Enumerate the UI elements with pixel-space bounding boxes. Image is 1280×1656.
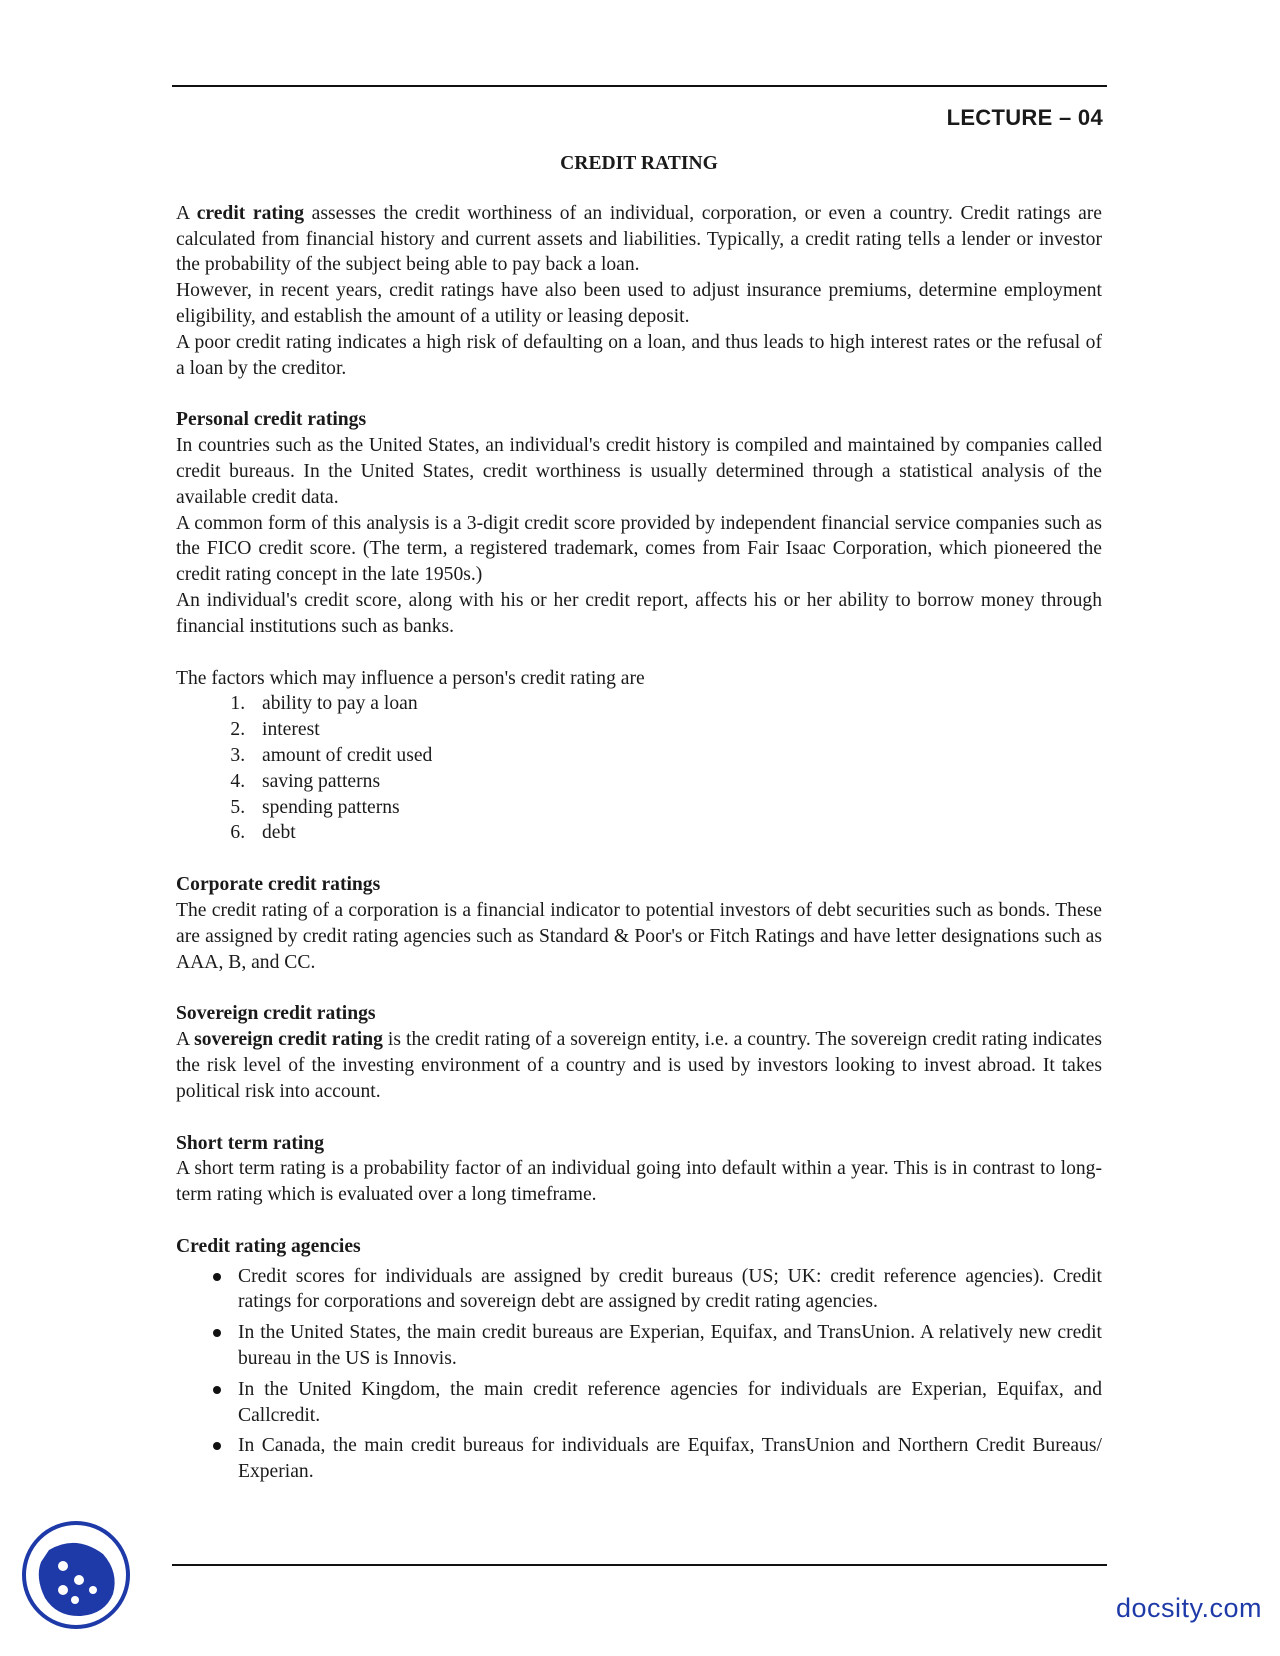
- personal-paragraph-1: In countries such as the United States, an individual's credit history is compiled and maintained by companies called credit bureaus. In the United States, credit worthiness is usually determined through a statistical analysis of the available credit data.: [176, 435, 1102, 508]
- page-title: CREDIT RATING: [560, 153, 718, 174]
- factors-list: [176, 691, 1102, 846]
- intro-paragraph-1: A credit rating assesses the credit worthiness of an individual, corporation, or even a country. Credit ratings are calculated from financial history and current assets and liabilities. Typically, a credit rating tells a lender or investor the probability of the subject being able to pay back a loan.: [176, 202, 1102, 276]
- heading-short-term: Short term rating: [176, 1132, 325, 1154]
- heading-personal: Personal credit ratings: [176, 409, 367, 431]
- docsity-brand-link[interactable]: docsity.com: [1115, 1593, 1262, 1623]
- list-item: 1. ability to pay a loan: [250, 691, 1102, 717]
- agencies-list: [176, 1264, 1102, 1485]
- sovereign-paragraph: A sovereign credit rating is the credit rating of a sovereign entity, i.e. a country. The sovereign credit rating indicates the risk level of the investing environment of a country and is used by investors looking to invest abroad. It takes political risk into account.: [176, 1029, 1103, 1102]
- list-item: In Canada, the main credit bureaus for individuals are Equifax, TransUnion and Northern Credit Bureaus/ Experian.: [238, 1433, 1102, 1485]
- list-item: Credit scores for individuals are assigned by credit bureaus (US; UK: credit reference agencies). Credit ratings for corporations and sovereign debt are assigned by credit rating agencies.: [238, 1264, 1102, 1316]
- personal-paragraph-2: A common form of this analysis is a 3-digit credit score provided by independent financial service companies such as the FICO credit score. (The term, a registered trademark, comes from Fair Isaac Corporation, which pioneered the credit rating concept in the late 1950s.): [176, 512, 1102, 586]
- personal-paragraph-3: An individual's credit score, along with his or her credit report, affects his or her ability to borrow money through financial institutions such as banks.: [176, 589, 1102, 637]
- list-item: 2. interest: [250, 717, 1102, 743]
- bottom-divider: [172, 1564, 1107, 1566]
- list-item: In the United Kingdom, the main credit reference agencies for individuals are Experian, Equifax, and Callcredit.: [238, 1377, 1102, 1429]
- heading-sovereign: Sovereign credit ratings: [176, 1003, 376, 1025]
- list-item: In the United States, the main credit bureaus are Experian, Equifax, and TransUnion. A relatively new credit bureau in the US is Innovis.: [238, 1320, 1102, 1372]
- list-item: 6. debt: [250, 820, 1102, 846]
- list-item: 5. spending patterns: [250, 795, 1102, 821]
- list-item: 4. saving patterns: [250, 769, 1102, 795]
- document-body: [176, 151, 1102, 1490]
- heading-agencies: Credit rating agencies: [176, 1235, 361, 1257]
- short-term-paragraph: A short term rating is a probability factor of an individual going into default within a year. This is in contrast to long-term rating which is evaluated over a long timeframe.: [176, 1158, 1102, 1206]
- list-item: 3. amount of credit used: [250, 743, 1102, 769]
- term-credit-rating: credit rating: [196, 202, 305, 224]
- lecture-number: LECTURE – 04: [946, 105, 1103, 130]
- factors-intro: The factors which may influence a person's credit rating are: [176, 667, 645, 689]
- top-divider: [172, 85, 1107, 87]
- corporate-paragraph: The credit rating of a corporation is a financial indicator to potential investors of debt securities such as bonds. These are assigned by credit rating agencies such as Standard & Poor's or Fitch Ratings and have letter designations such as AAA, B, and CC.: [176, 899, 1102, 973]
- term-sovereign-credit-rating: sovereign credit rating: [194, 1029, 383, 1051]
- heading-corporate: Corporate credit ratings: [176, 874, 381, 896]
- intro-paragraph-3: A poor credit rating indicates a high risk of defaulting on a loan, and thus leads to high interest rates or the refusal of a loan by the creditor.: [176, 331, 1102, 379]
- intro-paragraph-2: However, in recent years, credit ratings have also been used to adjust insurance premiums, determine employment eligibility, and establish the amount of a utility or leasing deposit.: [176, 280, 1102, 327]
- docsity-logo-icon[interactable]: [21, 1520, 131, 1630]
